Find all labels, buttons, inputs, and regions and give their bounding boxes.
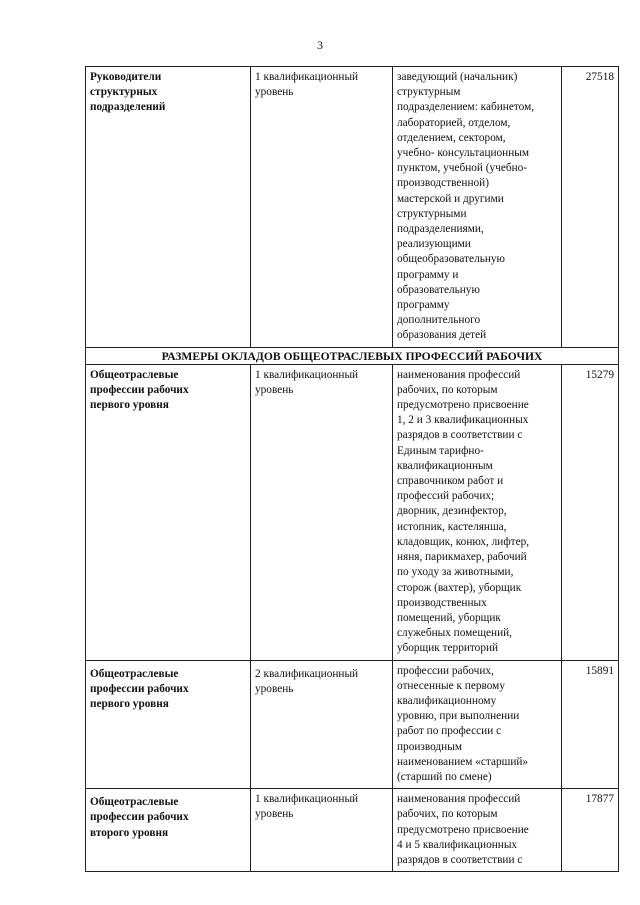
group-name: Общеотраслевые профессии рабочих первого уровня [86,660,251,789]
qualification-level: 1 квалификационный уровень [251,789,393,872]
salary-value: 27518 [562,67,619,348]
group-name: Руководители структурных подразделений [86,67,251,348]
group-name: Общеотраслевые профессии рабочих второго уровня [86,789,251,872]
group-name: Общеотраслевые профессии рабочих первого уровня [86,364,251,660]
salary-table [85,66,619,872]
salary-value: 17877 [562,789,619,872]
salary-value: 15891 [562,660,619,789]
salary-value: 15279 [562,364,619,660]
table-row [86,660,619,789]
positions-list: профессии рабочих, отнесенные к первому квалификационному уровню, при выполнении работ по профессии с производным наименованием «старший» (старший по смене) [393,660,562,789]
section-heading-row [86,347,619,364]
table-row [86,789,619,872]
qualification-level: 2 квалификационный уровень [251,660,393,789]
qualification-level: 1 квалификационный уровень [251,364,393,660]
page-number: 3 [317,38,323,52]
table-row [86,67,619,348]
positions-list: наименования профессий рабочих, по которым предусмотрено присвоение 1, 2 и 3 квалификационных разрядов в соответствии с Единым тарифно- квалификационным справочником работ и профессий рабочих; дворник, дезинфектор, истопник, кастелянша, кладовщик, конюх, лифтер, няня, парикмахер, рабочий по уходу за животными, сторож (вахтер), уборщик производственных помещений, уборщик служебных помещений, уборщик территорий [393,364,562,660]
qualification-level: 1 квалификационный уровень [251,67,393,348]
positions-list: наименования профессий рабочих, по которым предусмотрено присвоение 4 и 5 квалификационных разрядов в соответствии с [393,789,562,872]
positions-list: заведующий (начальник) структурным подразделением: кабинетом, лабораторией, отделом, отделением, сектором, учебно- консультационным пунктом, учебной (учебно- производственной) мастерской и другими структурными подразделениями, реализующими общеобразовательную программу и образовательную программу дополнительного образования детей [393,67,562,348]
table-row [86,364,619,660]
section-heading: РАЗМЕРЫ ОКЛАДОВ ОБЩЕОТРАСЛЕВЫХ ПРОФЕССИЙ РАБОЧИХ [86,347,619,364]
